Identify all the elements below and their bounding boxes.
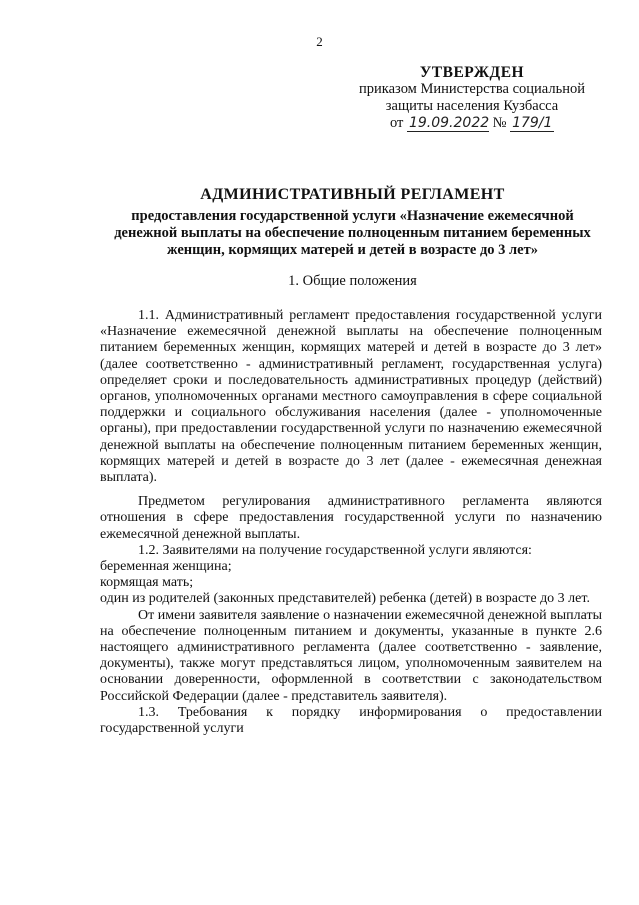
handwritten-number: 179/1 <box>512 115 553 131</box>
list-item-parent: один из родителей (законных представителей) ребенка (детей) в возрасте до 3 лет. <box>100 591 590 607</box>
approval-stamp <box>347 64 597 132</box>
page-number: 2 <box>316 34 323 49</box>
approval-line-1: приказом Министерства социальной <box>359 81 585 97</box>
document-body <box>100 308 602 737</box>
number-prefix: № <box>492 115 507 131</box>
paragraph-1-2: 1.2. Заявителями на получение государственной услуги являются: <box>138 542 532 558</box>
document-subtitle: предоставления государственной услуги «Назначение ежемесячной денежной выплаты на обеспечение полноценным питанием беременных женщин, кормящих матерей и детей в возрасте до 3 лет» <box>114 208 591 258</box>
paragraph-representative: От имени заявителя заявление о назначении ежемесячной денежной выплаты на обеспечение полноценным питанием и документы, указанные в пункте 2.6 настоящего административного регламента (далее соответственно - заявление, документы), также могут представляться лицом, уполномоченным заявителем на основании доверенности, оформленной в соответствии с законодательством Российской Федерации (далее - представитель заявителя). <box>100 607 602 704</box>
section-heading: 1. Общие положения <box>288 273 417 289</box>
date-prefix: от <box>389 115 404 131</box>
document-title: АДМИНИСТРАТИВНЫЙ РЕГЛАМЕНТ <box>200 186 505 203</box>
list-item-pregnant: беременная женщина; <box>100 559 232 575</box>
document-title-block <box>100 186 605 259</box>
handwritten-date: 19.09.2022 <box>408 115 490 131</box>
approval-date-line <box>347 115 597 132</box>
paragraph-subject: Предметом регулирования административного регламента являются отношения в сфере предоставления государственной услуги по назначению ежемесячной денежной выплаты. <box>100 494 602 542</box>
list-item-nursing: кормящая мать; <box>100 575 194 591</box>
paragraph-1-1: 1.1. Административный регламент предоставления государственной услуги «Назначение ежемесячной денежной выплаты на обеспечение полноценным питанием беременных женщин, кормящих матерей и детей в возрасте до 3 лет» (далее соответственно - административный регламент, государственная услуга) определяет сроки и последовательность административных процедур (действий) органов, уполномоченных органами местного самоуправления в сфере социальной поддержки и социального обслуживания населения (далее - уполномоченные органы), при предоставлении государственной услуги по назначению ежемесячной денежной выплаты на обеспечение полноценным питанием беременных женщин, кормящих матерей и детей в возрасте до 3 лет (далее - ежемесячная денежная выплата). <box>100 308 602 486</box>
approval-line-2: защиты населения Кузбасса <box>385 98 559 114</box>
approval-title: УТВЕРЖДЕН <box>419 64 525 81</box>
paragraph-1-3: 1.3. Требования к порядку информирования о предоставлении государственной услуги <box>100 704 602 737</box>
